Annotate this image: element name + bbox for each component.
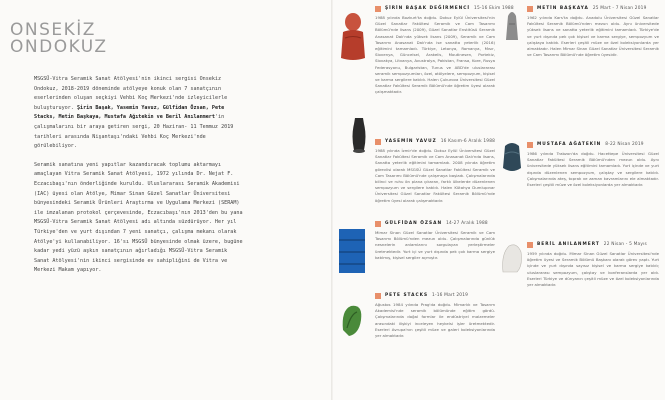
residency-date: 22 Nisan - 5 Mayıs [603,242,647,247]
artist-name: GÜLFİDAN ÖZSAN [385,221,443,226]
artist-bio-beril: 1959 yılında doğdu. Mimar Sinan Güzel Sanatlar Üniversitesi'nde öğretim üyesi ve Seramik Bölümü Başkanı olarak görev yaptı. Yurt içinde ve yurt dışında sayısız kişisel ve karma sergiye katıldı; uluslararası sempozyum, çalıştay ve konferanslarda yer aldı. Eserleri Türkiye ve dünyanın çeşitli müze ve özel koleksiyonlarında yer almaktadır. [527,251,659,288]
entry-label-sirin [375,4,514,13]
residency-date: 8-22 Nisan 2019 [605,142,644,147]
residency-date: 15-16 Ekim 1988 [474,6,514,11]
label-bar [375,6,381,12]
artist-name: YASEMİN YAVUZ [385,139,437,144]
artist-name: MUSTAFA AĞATEKİN [537,142,602,147]
artist-names: Şirin Başak, Yasemin Yavuz, Gülfidan Özsan, Pete Stacks, Metin Başkaya, Mustafa Ağıtekin ve Beril Anılanmert [34,104,225,121]
artwork-white-form-image [499,240,525,276]
intro-paragraph-2: Seramik sanatına yeni yapıtlar kazandıracak toplumu aktarmayı amaçlayan Vitra Seramik Sanat Atölyesi, 1972 yılında Dr. Nejat F. Eczacıbaşı'nın önderliğinde kuruldu. Uluslararası Seramik Akademisi (IAC) üyesi olan Atölye, Mimar Sinan Güzel Sanatlar Üniversitesi bünyesindeki Seramik Ürünleri Araştırma ve Uygulama Merkezi (SERAM) ile imzalanan protokol çerçevesinde, Eczacıbaşı'nın 2013'den bu yana MSGSÜ-Vitra Seramik Sanat Atölyesi adı altında süzdürüyor. Her yıl Türkiye'den ve yurt dışından 7 yeni sanatçı, çalışma mekanı olarak Atölye'yi kullanabiliyor. 16'sı MSGSÜ bünyesinde olmak üzere, bugüne kadar yedi yüzü aşkın sanatçının ağırladığı MSGSÜ-Vitra Seramik Sanat Atölyesi'nin ikinci sergisinde ev sahipliğini de Vitra ve Merkezi Makam yapıyor. [34,161,243,274]
artist-name: ŞİRİN BAŞAK DEĞİRMENCİ [385,6,471,11]
artist-bio-sirin: 1988 yılında Bozkurt'ta doğdu. Dokuz Eylül Üniversitesi'nin Güzel Sanatlar Fakültesi Seramik ve Cam Tasarımı Bölümü'nde lisans (2009), Güzel Sanatlar Enstitüsü Seramik Anasanat Dalı'nda yüksek lisans (2009), Seramik ve Cam Tasarımı Anasanat Dalı'nda ise sanatta yeterlik (2016) eğitimini tamamladı. Türkiye, Letonya, Romanya, Mısır, Slovenya, Güncelsel, Arakelis, Moutinesen, Portekiz, Slovakya, Litvanya, Avustralya, Pakistan, Fransa, Kore, Rusya Federasyonu, Bulgaristan, Tunus ve ABD'de uluslararası seramik sempozyumları, özel, atölyelere, sempozyum, kişisel ve karma sergilere katıldı. Halen Çukurova Üniversitesi Güzel Sanatlar Fakültesi Seramik Bölümü'nde öğretim üyesi olarak çalışmaktadır. [375,15,495,95]
artwork-blue-block-image [335,225,371,277]
label-bar [375,293,381,299]
label-bar [527,6,533,12]
artwork-grey-sculpture-image [501,6,523,42]
artist-bio-yasemin: 1988 yılında İzmir'de doğdu. Dokuz Eylül Üniversitesi Güzel Sanatlar Fakültesi Seramik ve Cam Anasanat Dalı'nda lisans, Sanatta yeterlik eğitimini tamamladı. 2008 yılında öğretim görevlisi olarak MSGSÜ Güzel Sanatlar Fakültesi Seramik ve Cam Tasarımı Bölümü'nde çalışmaya başladı. Çalışmalarında bilinci ve ruhu ön plana çıkaran, farklı ülkelerde düzenlenen sempozyum ve sergilere katıldı. Halen Kütahya Dumlupınar Üniversitesi Güzel Sanatlar Fakültesi Seramik Bölümü'nde öğretim üyesi olarak çalışmaktadır. [375,148,495,203]
artist-bio-pete: Ağustos 1984 yılında Prag'da doğdu. Mimarlık ve Tasarım Akademisi'nde seramik bölümünde eğitim gördü. Çalışmalarında doğal formlar ile endüstriyel malzemeler arasındaki ilişkiyi inceleyen heykelsi işler üretmektedir. Eserleri Avrupa'nın çeşitli müze ve galeri koleksiyonlarında yer almaktadır. [375,302,495,339]
entry-label-pete [375,291,468,300]
entry-label-beril [527,240,647,249]
intro-p1-part-b: Merkezi'nde izleyicilerle buluşturuyor. [34,95,228,111]
artwork-black-vessel-image [349,116,369,156]
entry-label-gulfidan [375,219,488,228]
residency-date: 25 Mart - 7 Nisan 2019 [592,6,647,11]
label-bar [375,139,381,145]
artwork-red-figure-image [335,8,371,63]
residency-date: 1-16 Mart 2019 [432,293,469,298]
artwork-slate-vessel-image [499,140,525,174]
artist-name: PETE STACKS [385,293,429,298]
residency-date: 14-27 Aralık 1988 [446,221,488,226]
artwork-green-form-image [337,300,367,340]
entry-label-mustafa [527,140,644,149]
title-line-2: ONDOKUZ [10,37,108,57]
artist-name: METİN BAŞKAYA [537,6,589,11]
label-bar [527,242,533,248]
label-bar [527,142,533,148]
intro-p1-part-c: 'in çalışmalarını bir araya getiren sergi, 20 Haziran- 11 Temmuz 2019 tarihleri arasında Nişantaşı'ndaki Vehbi Koç Merkezi'nde görülebiliyor. [34,114,234,150]
artist-bio-metin: 1962 yılında Kars'ta doğdu. Anadolu Üniversitesi Güzel Sanatlar Fakültesi Seramik Bölümü'nden mezun oldu. Aynı üniversitede yüksek lisans ve sanatta yeterlik eğitimini tamamladı. Türkiye'de ve yurt dışında pek çok kişisel ve karma sergiye, sempozyum ve çalıştaya katıldı. Eserleri çeşitli müze ve özel koleksiyonlarda yer almaktadır. Halen Mimar Sinan Güzel Sanatlar Üniversitesi Seramik ve Cam Tasarımı Bölümü'nde öğretim üyesidir. [527,15,659,58]
label-bar [375,221,381,227]
artist-bio-mustafa: 1986 yılında Trabzon'da doğdu. Hacettepe Üniversitesi Güzel Sanatlar Fakültesi Seramik Bölümü'nden mezun oldu. Aynı üniversitede yüksek lisans eğitimini tamamladı. Yurt içinde ve yurt dışında düzenlenen sempozyum, çalıştay ve sergilere katıldı. Çalışmalarında ateş, toprak ve zaman kavramlarını ele almaktadır. Eserleri çeşitli müze ve özel koleksiyonlarda yer almaktadır. [527,151,659,188]
page-title [10,22,108,56]
residency-date: 16 Kasım-6 Aralık 1988 [440,139,496,144]
right-page [333,0,665,400]
intro-p1-part-a: MSGSÜ-Vitra Seramik Sanat Atölyesi'nin ikinci sergisi Onsekiz Ondokuz, 2018-2019 döneminde atölyeye konuk olan 7 sanatçının eserlerinden oluşan seçkiyi Vehbi Koç [34,76,222,102]
left-page [0,0,332,400]
entry-label-yasemin [375,137,495,146]
artist-bio-gulfidan: Mimar Sinan Güzel Sanatlar Üniversitesi Seramik ve Cam Tasarımı Bölümü'nden mezun oldu. Çalışmalarında günlük nesnelerin anlamlarını sorgulayan yerleştirmeler üretmektedir. Yurt içi ve yurt dışında pek çok karma sergiye katılmış, kişisel sergiler açmıştır. [375,230,495,260]
artist-name: BERİL ANILANMERT [537,242,600,247]
title-line-1: ONSEKİZ [10,20,96,40]
intro-paragraph-1 [34,75,244,152]
intro-text [34,75,244,285]
entry-label-metin [527,4,647,13]
